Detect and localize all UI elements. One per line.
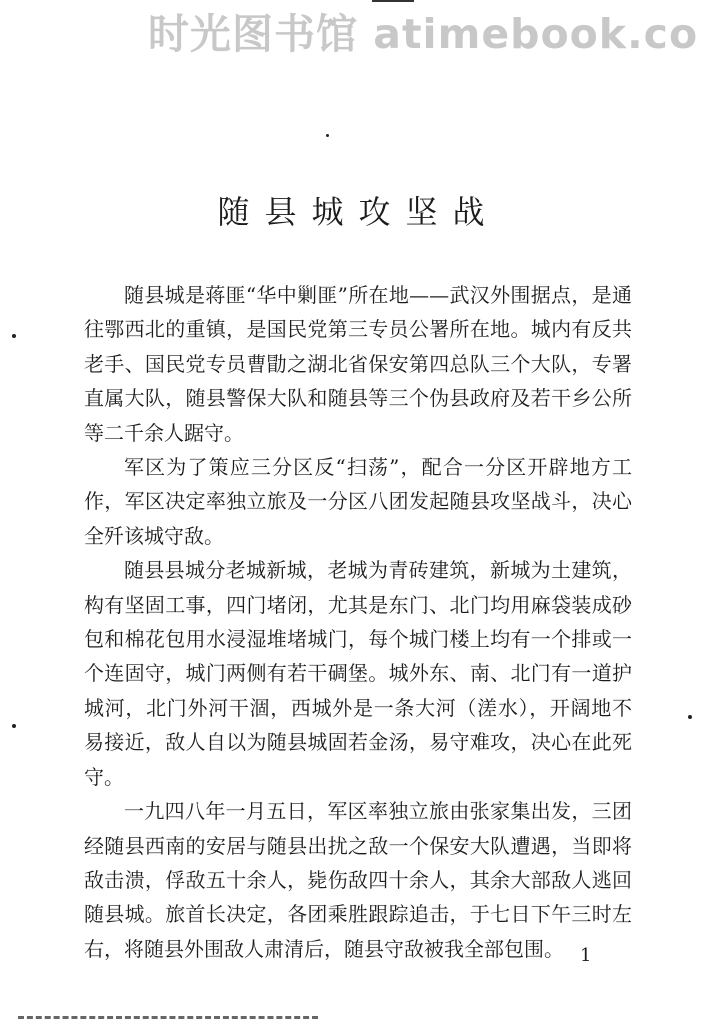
paragraph: 军区为了策应三分区反“扫荡”，配合一分区开辟地方工作，军区决定率独立旅及一分区八团发起随县攻坚战斗，决心全歼该城守敌。 — [84, 455, 632, 548]
paragraph: 随县城是蒋匪“华中剿匪”所在地——武汉外围据点，是通往鄂西北的重镇，是国民党第三专员公署所在地。城内有反共老手、国民党专员曹勖之湖北省保安第四总队三个大队，专署直属大队，随县警保大队和随县等三个伪县政府及若干乡公所等二千余人踞守。 — [84, 283, 632, 445]
watermark: 时光图书馆 atimebook.co — [148, 10, 699, 58]
page-title: 随县城攻坚战 — [217, 193, 500, 231]
margin-mark — [12, 724, 16, 728]
paragraph: 随县县城分老城新城，老城为青砖建筑，新城为土建筑，构有坚固工事，四门堵闭，尤其是东门、北门均用麻袋装成砂包和棉花包用水浸湿堆堵城门，每个城门楼上均有一个排或一个连固守，城门两侧有若干碉堡。城外东、南、北门有一道护城河，北门外河干涸，西城外是一条大河（溠水），开阔地不易接近，敌人自以为随县城固若金汤，易守难攻，决心在此死守。 — [84, 558, 632, 789]
paragraph: 一九四八年一月五日，军区率独立旅由张家集出发，三团经随县西南的安居与随县出扰之敌一个保安大队遭遇，当即将敌击溃，俘敌五十余人，毙伤敌四十余人，其余大部敌人逃回随县城。旅首长决定，各团乘胜跟踪追击，于七日下午三时左右，将随县外围敌人肃清后，随县守敌被我全部包围。 — [84, 799, 632, 961]
bottom-edge-marks — [18, 1016, 318, 1019]
margin-mark — [12, 334, 16, 338]
top-rule — [372, 0, 414, 2]
margin-mark — [688, 715, 692, 719]
margin-mark — [326, 134, 329, 137]
body-text — [84, 278, 632, 966]
page-number: 1 — [580, 945, 592, 966]
